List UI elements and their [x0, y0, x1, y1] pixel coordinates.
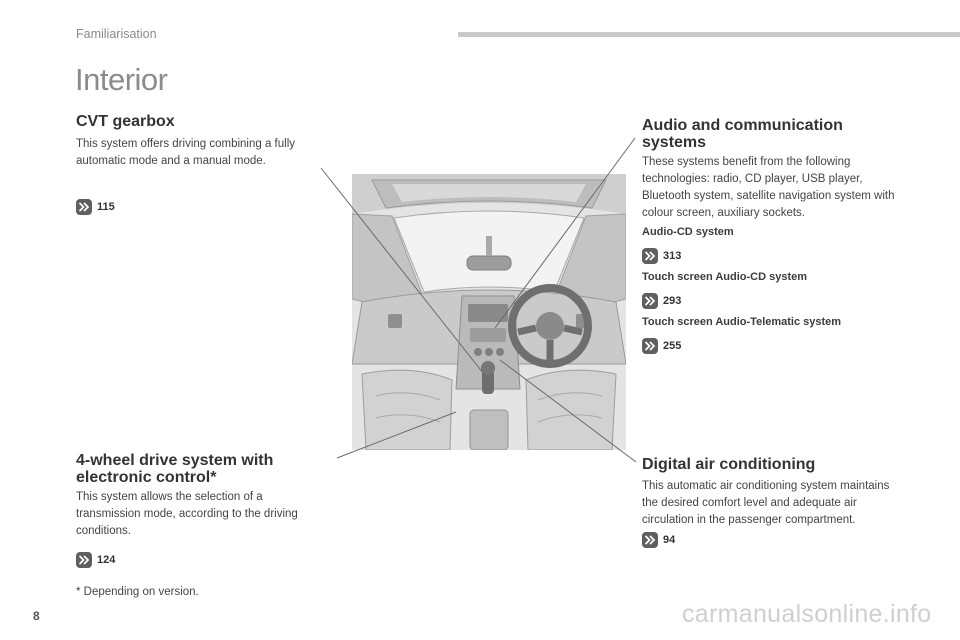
4wd-page-number: 124 — [97, 554, 116, 566]
rear-view-mirror — [467, 256, 511, 270]
aircon-text: This automatic air conditioning system maintains the desired comfort level and adequate air circulation in the passenger compartment. — [642, 480, 890, 526]
climate-panel — [470, 328, 506, 342]
footnote: * Depending on version. — [76, 586, 199, 598]
car-interior-illustration — [352, 174, 626, 450]
cvt-text: This system offers driving combining a fully automatic mode and a manual mode. — [76, 138, 296, 167]
audio-item-label: Audio-CD system — [642, 226, 734, 238]
chevron-arrow-icon — [642, 248, 658, 264]
aircon-heading: Digital air conditioning — [642, 456, 816, 473]
audio-unit — [468, 304, 508, 322]
armrest — [470, 410, 508, 450]
audio-item-label: Touch screen Audio-Telematic system — [642, 316, 842, 328]
audio-item-page-ref[interactable] — [642, 338, 681, 354]
4wd-heading: 4-wheel drive system with electronic control* — [76, 452, 274, 486]
audio-text: These systems benefit from the following technologies: radio, CD player, USB player, Bluetooth system, satellite navigation system with colour screen, auxiliary sockets. — [642, 156, 895, 219]
right-seat — [526, 370, 616, 450]
audio-item-page-ref[interactable] — [642, 248, 681, 264]
audio-heading: Audio and communication systems — [642, 117, 843, 151]
watermark: carmanualsonline.info — [682, 600, 932, 628]
chevron-arrow-icon — [76, 199, 92, 215]
cvt-page-number: 115 — [97, 201, 115, 213]
chevron-arrow-icon — [642, 293, 658, 309]
chevron-arrow-icon — [76, 552, 92, 568]
audio-item-page-number: 293 — [663, 295, 682, 307]
page-number: 8 — [33, 609, 40, 623]
aircon-page-ref[interactable] — [642, 532, 675, 548]
aircon-page-number: 94 — [663, 534, 676, 546]
4wd-text: This system allows the selection of a transmission mode, according to the driving conditions. — [76, 491, 298, 537]
page-title: Interior — [75, 62, 168, 97]
left-seat — [362, 370, 452, 450]
cvt-page-ref[interactable] — [76, 199, 115, 215]
audio-item-page-number: 313 — [663, 250, 682, 262]
cvt-heading: CVT gearbox — [76, 113, 175, 130]
chevron-arrow-icon — [642, 338, 658, 354]
4wd-page-ref[interactable] — [76, 552, 115, 568]
section-label: Familiarisation — [76, 27, 157, 41]
audio-item-label: Touch screen Audio-CD system — [642, 271, 808, 283]
audio-item-page-ref[interactable] — [642, 293, 681, 309]
left-vent — [388, 314, 402, 328]
header-rule — [458, 32, 960, 37]
audio-item-page-number: 255 — [663, 340, 682, 352]
chevron-arrow-icon — [642, 532, 658, 548]
